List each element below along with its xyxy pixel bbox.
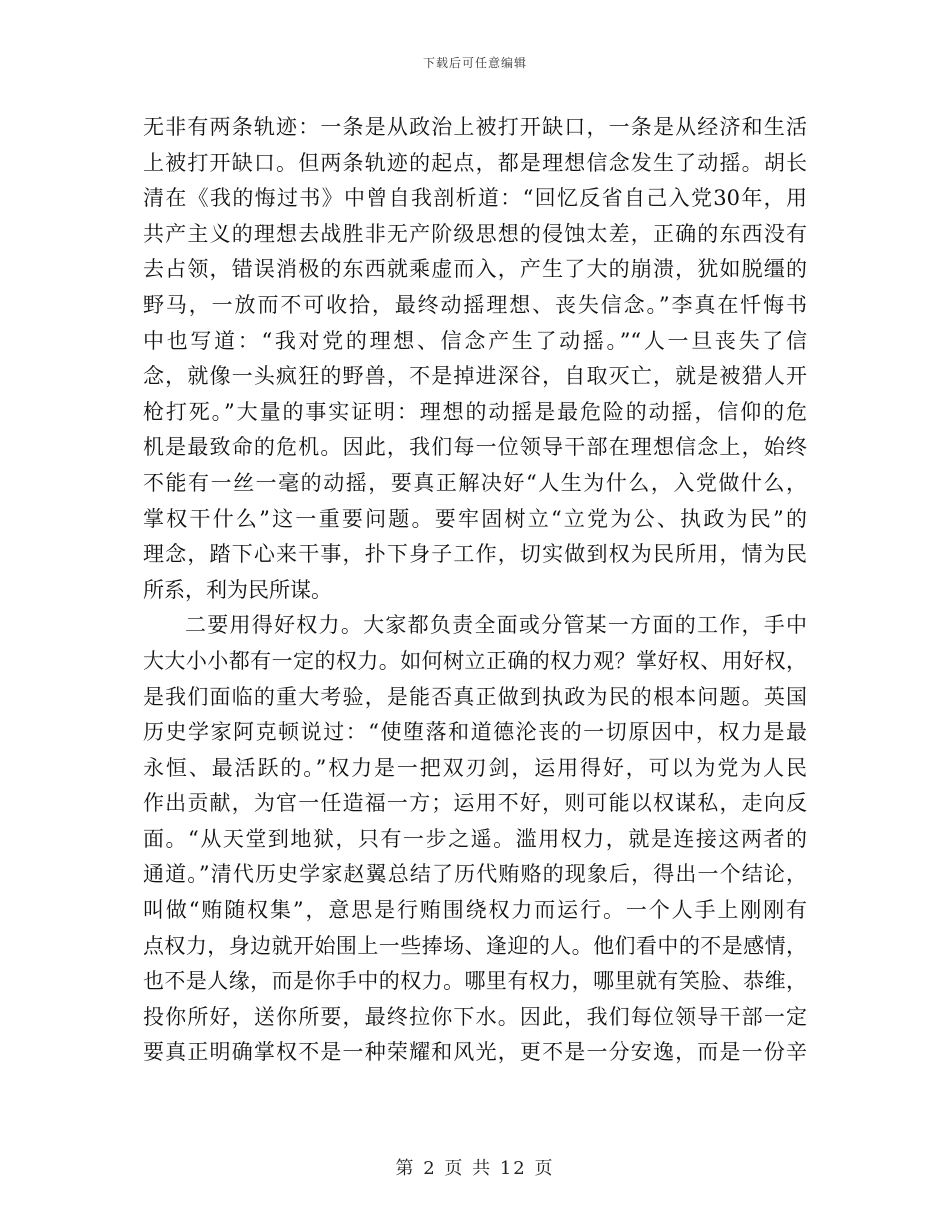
text-line: 大大小小都有一定的权力。如何树立正确的权力观？掌好权、用好权， — [143, 648, 807, 673]
text-line: 理念，踏下心来干事，扑下身子工作，切实做到权为民所用，情为民 — [143, 542, 807, 567]
page-header: 下载后可任意编辑 — [422, 56, 527, 70]
page-footer: 第 2 页 共 12 页 — [395, 1158, 555, 1179]
text-line: 叫做“贿随权集”，意思是行贿围绕权力而运行。一个人手上刚刚有 — [143, 898, 807, 923]
text-line: 也不是人缘，而是你手中的权力。哪里有权力，哪里就有笑脸、恭维， — [143, 969, 807, 994]
text-line: 点权力，身边就开始围上一些捧场、逢迎的人。他们看中的不是感情， — [143, 933, 807, 958]
paragraph — [143, 110, 807, 608]
text-line: 二要用得好权力。大家都负责全面或分管某一方面的工作，手中 — [185, 613, 807, 638]
text-line: 共产主义的理想去战胜非无产阶级思想的侵蚀太差，正确的东西没有 — [143, 221, 807, 246]
text-line: 作出贡献，为官一任造福一方；运用不好，则可能以权谋私，走向反 — [143, 791, 807, 816]
text-line: 面。“从天堂到地狱，只有一步之遥。滥用权力，就是连接这两者的 — [143, 826, 807, 851]
text-line: 无非有两条轨迹：一条是从政治上被打开缺口，一条是从经济和生活 — [143, 115, 807, 139]
text-line: 机是最致命的危机。因此，我们每一位领导干部在理想信念上，始终 — [143, 435, 807, 460]
text-line: 通道。”清代历史学家赵翼总结了历代贿赂的现象后，得出一个结论， — [143, 862, 807, 887]
text-line: 念，就像一头疯狂的野兽，不是掉进深谷，自取灭亡，就是被猎人开 — [143, 364, 807, 389]
text-line: 清在《我的悔过书》中曾自我剖析道：“回忆反省自己入党30年，用 — [143, 186, 807, 211]
text-line: 要真正明确掌权不是一种荣耀和风光，更不是一分安逸，而是一份辛 — [143, 1040, 807, 1065]
text-line: 是我们面临的重大考验，是能否真正做到执政为民的根本问题。英国 — [143, 684, 807, 709]
text-line: 上被打开缺口。但两条轨迹的起点，都是理想信念发生了动摇。胡长 — [143, 150, 807, 175]
paragraph — [143, 608, 807, 1071]
body-text — [143, 110, 807, 1071]
text-line: 投你所好，送你所要，最终拉你下水。因此，我们每位领导干部一定 — [143, 1004, 807, 1029]
text-line: 野马，一放而不可收拾，最终动摇理想、丧失信念。”李真在忏悔书 — [143, 292, 807, 317]
text-line: 中也写道：“我对党的理想、信念产生了动摇。”“人一旦丧失了信 — [143, 328, 807, 353]
text-line: 枪打死。”大量的事实证明：理想的动摇是最危险的动摇，信仰的危 — [143, 399, 807, 424]
text-line: 去占领，错误消极的东西就乘虚而入，产生了大的崩溃，犹如脱缰的 — [143, 257, 807, 282]
text-line: 历史学家阿克顿说过：“使堕落和道德沦丧的一切原因中，权力是最 — [143, 720, 807, 745]
text-line: 永恒、最活跃的。”权力是一把双刃剑，运用得好，可以为党为人民 — [143, 755, 807, 780]
text-line: 掌权干什么”这一重要问题。要牢固树立“立党为公、执政为民”的 — [143, 506, 807, 531]
text-line: 所系，利为民所谋。 — [143, 577, 332, 602]
text-line: 不能有一丝一毫的动摇，要真正解决好“人生为什么，入党做什么， — [143, 470, 807, 495]
